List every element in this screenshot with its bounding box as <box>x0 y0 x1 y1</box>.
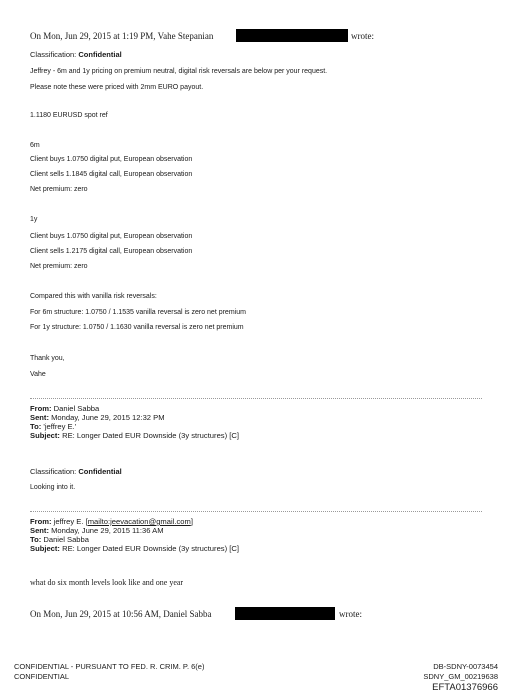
from-row: From: jeffrey E. [mailto:jeevacation@gmail.com] <box>30 517 193 526</box>
subject-value: RE: Longer Dated EUR Downside (3y structures) [C] <box>62 431 239 440</box>
to-label: To: <box>30 535 42 544</box>
body-line: Client buys 1.0750 digital put, European observation <box>30 233 193 240</box>
email-header-bottom-prefix: On Mon, Jun 29, 2015 at 10:56 AM, Daniel Sabba <box>30 609 212 619</box>
body-line: Net premium: zero <box>30 186 88 193</box>
from-name: jeffrey E. <box>53 517 84 526</box>
body-line: Client sells 1.1845 digital call, European observation <box>30 171 193 178</box>
sent-label: Sent: <box>30 526 49 535</box>
body-line: Client sells 1.2175 digital call, European observation <box>30 248 193 255</box>
redaction-box <box>235 607 335 620</box>
to-row <box>30 422 239 431</box>
to-value: Daniel Sabba <box>43 535 89 544</box>
redaction-box <box>236 29 348 42</box>
email-header-jeffrey <box>30 517 239 553</box>
from-label: From: <box>30 404 52 413</box>
subject-label: Subject: <box>30 544 60 553</box>
sent-row <box>30 526 239 535</box>
classification-top <box>30 50 122 59</box>
bates-number-efta: EFTA01376966 <box>432 682 498 693</box>
subject-row <box>30 431 239 440</box>
body-line: For 6m structure: 1.0750 / 1.1535 vanilla reversal is zero net premium <box>30 309 246 316</box>
footer-left <box>14 662 204 682</box>
classification-value: Confidential <box>78 50 122 59</box>
body-line: what do six month levels look like and one year <box>30 578 184 587</box>
sent-value: Monday, June 29, 2015 12:32 PM <box>51 413 165 422</box>
to-value: 'jeffrey E.' <box>43 422 77 431</box>
to-label: To: <box>30 422 42 431</box>
body-line: Jeffrey - 6m and 1y pricing on premium neutral, digital risk reversals are below per your request. <box>30 68 328 75</box>
body-line: For 1y structure: 1.0750 / 1.1630 vanilla reversal is zero net premium <box>30 324 244 331</box>
body-line: Vahe <box>30 371 46 378</box>
body-line: 1y <box>30 216 38 223</box>
bates-number-db: DB-SDNY-0073454 <box>433 662 498 671</box>
bates-number-sdny: SDNY_GM_00219638 <box>423 672 498 681</box>
email-header-sabba <box>30 404 239 440</box>
email-header-top <box>30 31 213 41</box>
classification-label: Classification: <box>30 467 77 476</box>
body-line: 1.1180 EURUSD spot ref <box>30 112 108 119</box>
separator-line <box>30 511 482 512</box>
body-line: Compared this with vanilla risk reversals: <box>30 293 157 300</box>
footer-confidential: CONFIDENTIAL <box>14 672 70 681</box>
sent-value: Monday, June 29, 2015 11:36 AM <box>51 526 164 535</box>
footer-right <box>423 662 498 693</box>
email-link[interactable]: mailto:jeevacation@gmail.com <box>87 517 191 526</box>
classification-sabba <box>30 467 122 476</box>
from-label: From: <box>30 517 52 526</box>
email-header-top-suffix: wrote: <box>351 31 374 41</box>
body-line: 6m <box>30 142 40 149</box>
body-line: Client buys 1.0750 digital put, European observation <box>30 156 193 163</box>
body-line: Net premium: zero <box>30 263 88 270</box>
body-line: Please note these were priced with 2mm EURO payout. <box>30 84 204 91</box>
sent-row <box>30 413 239 422</box>
subject-row <box>30 544 239 553</box>
separator-line <box>30 398 482 399</box>
classification-value: Confidential <box>78 467 122 476</box>
classification-label: Classification: <box>30 50 77 59</box>
footer-confidential-notice: CONFIDENTIAL - PURSUANT TO FED. R. CRIM. P. 6(e) <box>14 662 205 671</box>
to-row <box>30 535 239 544</box>
subject-label: Subject: <box>30 431 60 440</box>
from-row <box>30 404 239 413</box>
from-value: Daniel Sabba <box>53 404 100 413</box>
body-line: Looking into it. <box>30 484 76 491</box>
subject-value: RE: Longer Dated EUR Downside (3y structures) [C] <box>62 544 239 553</box>
email-header-top-prefix: On Mon, Jun 29, 2015 at 1:19 PM, Vahe Stepanian <box>30 31 214 41</box>
sent-label: Sent: <box>30 413 49 422</box>
email-header-bottom-suffix: wrote: <box>339 609 362 619</box>
body-line: Thank you, <box>30 355 65 362</box>
